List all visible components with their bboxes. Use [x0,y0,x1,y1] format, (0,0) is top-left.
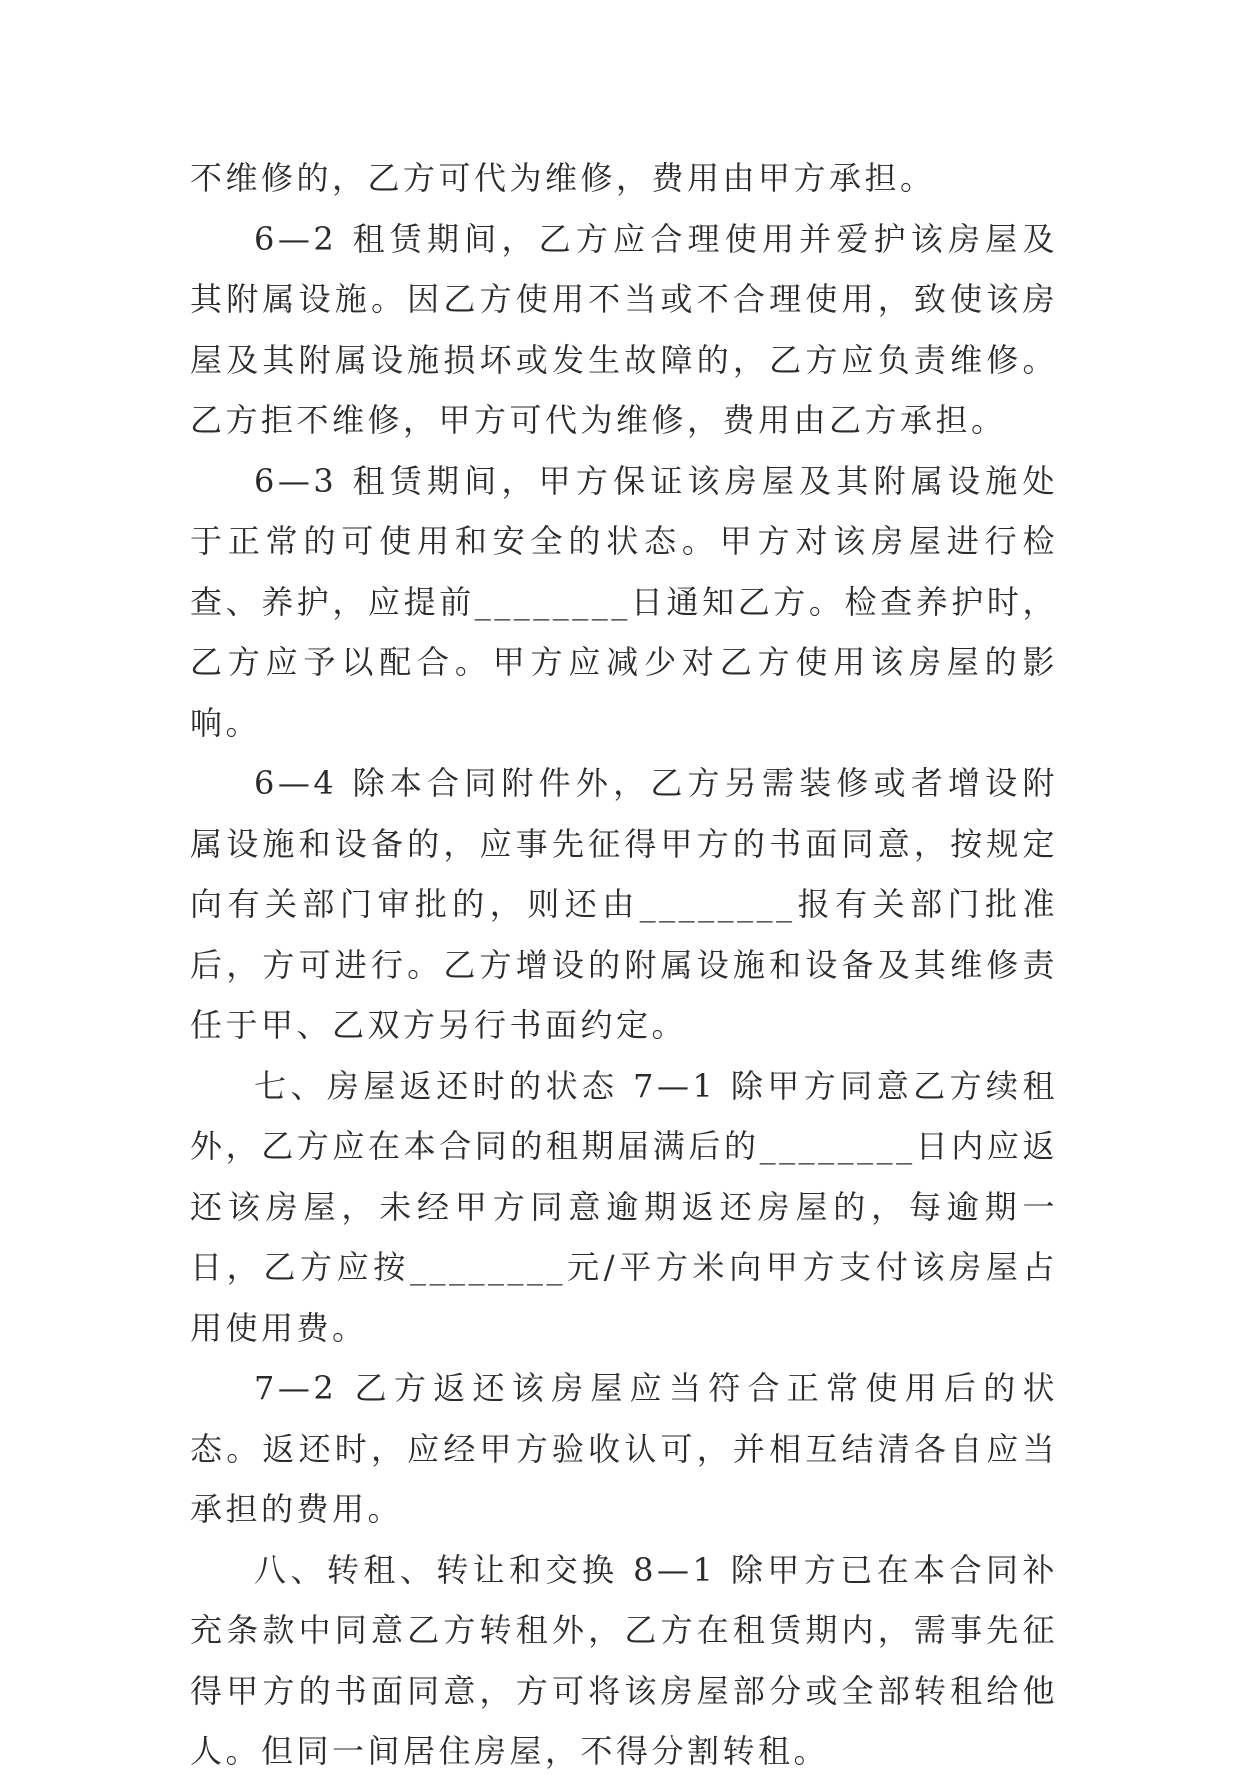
paragraph-section-7-1: 七、房屋返还时的状态 7—1 除甲方同意乙方续租外，乙方应在本合同的租期届满后的________日内应返还该房屋，未经甲方同意逾期返还房屋的，每逾期一日，乙方应按________元/平方米向甲方支付该房屋占用使用费。 [190,1066,1058,1347]
paragraph-clause-6-4: 6—4 除本合同附件外，乙方另需装修或者增设附属设施和设备的，应事先征得甲方的书面同意，按规定向有关部门审批的，则还由________报有关部门批准后，方可进行。乙方增设的附属设施和设备及其维修责任于甲、乙双方另行书面约定。 [190,764,1058,1044]
paragraph-clause-6-2: 6—2 租赁期间，乙方应合理使用并爱护该房屋及其附属设施。因乙方使用不当或不合理使用，致使该房屋及其附属设施损坏或发生故障的，乙方应负责维修。乙方拒不维修，甲方可代为维修，费用由乙方承担。 [190,219,1058,439]
paragraph-clause-6-3: 6—3 租赁期间，甲方保证该房屋及其附属设施处于正常的可使用和安全的状态。甲方对该房屋进行检查、养护，应提前________日通知乙方。检查养护时，乙方应予以配合。甲方应减少对乙方使用该房屋的影响。 [190,461,1058,742]
paragraph-clause-7-2: 7—2 乙方返还该房屋应当符合正常使用后的状态。返还时，应经甲方验收认可，并相互结清各自应当承担的费用。 [190,1369,1058,1528]
paragraph-continuation: 不维修的，乙方可代为维修，费用由甲方承担。 [190,159,936,197]
paragraph-section-8-1: 八、转租、转让和交换 8—1 除甲方已在本合同补充条款中同意乙方转租外，乙方在租赁期内，需事先征得甲方的书面同意，方可将该房屋部分或全部转租给他人。但同一间居住房屋，不得分割转租。 [190,1550,1058,1770]
document-body [190,148,1058,1782]
